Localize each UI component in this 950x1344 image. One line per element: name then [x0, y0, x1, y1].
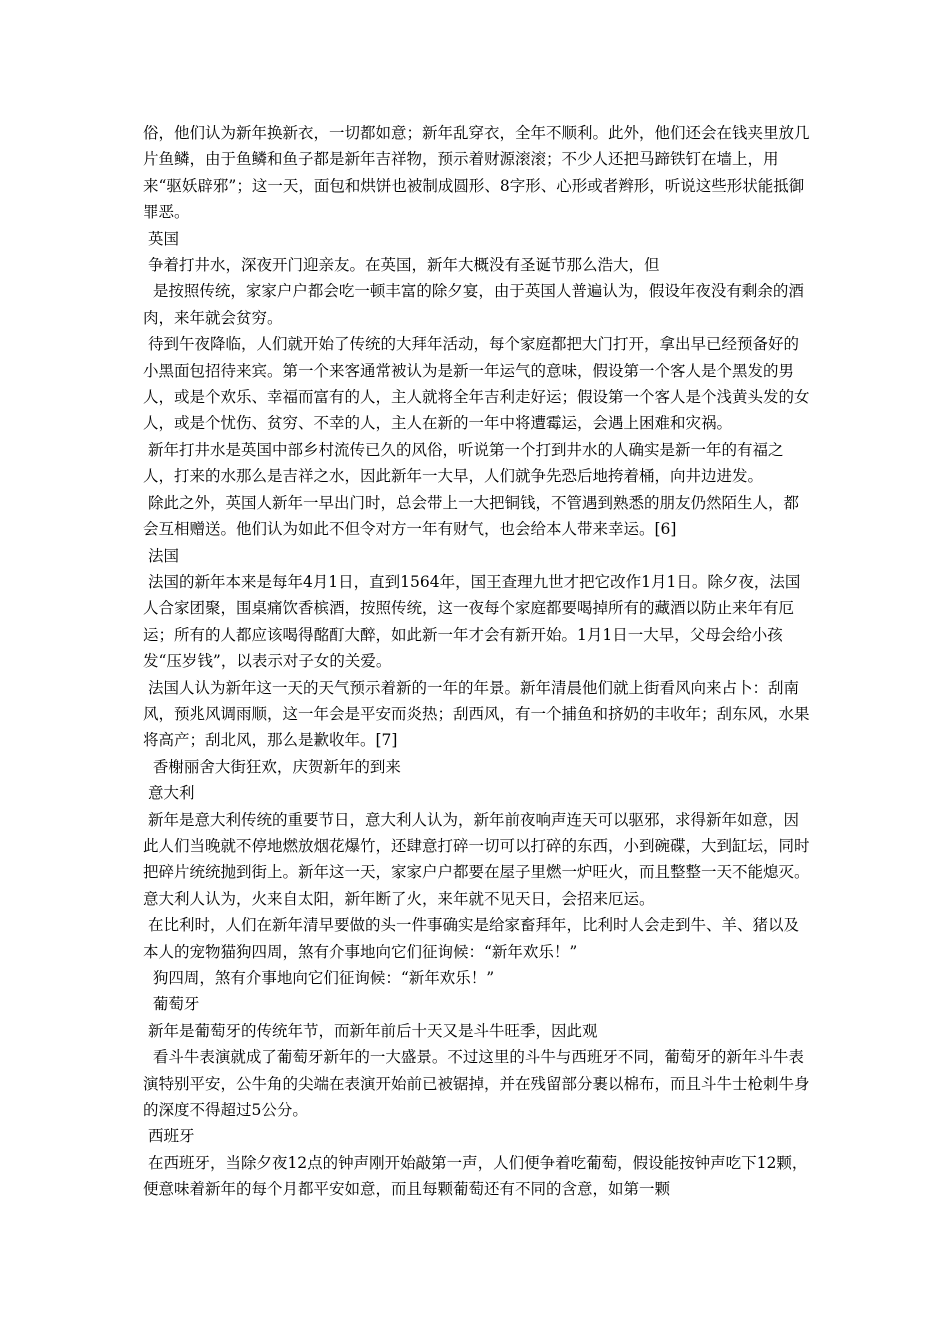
paragraph-russia-customs: 俗，他们认为新年换新衣，一切都如意；新年乱穿衣，全年不顺利。此外，他们还会在钱夹里放几片鱼鳞，由于鱼鳞和鱼子都是新年吉祥物，预示着财源滚滚；不少人还把马蹄铁钉在墙上，用来“驱妖辟邪”；这一天，面包和烘饼也被制成圆形、8字形、心形或者辫形，听说这些形状能抵御罪恶。 — [143, 124, 810, 222]
paragraph-portugal-intro: 新年是葡萄牙的传统年节，而新年前后十天又是斗牛旺季，因此观 — [143, 1021, 598, 1040]
paragraph-uk-coins: 除此之外，英国人新年一早出门时，总会带上一大把铜钱，不管遇到熟悉的朋友仍然陌生人，都会互相赠送。他们认为如此不但令对方一年有财气，也会给本人带来幸运。[6] — [143, 493, 799, 539]
paragraph-belgium: 在比利时，人们在新年清早要做的头一件事确实是给家畜拜年，比利时人会走到牛、羊、猪以及本人的宠物猫狗四周，煞有介事地向它们征询候：“新年欢乐！” — [143, 916, 799, 961]
heading-uk: 英国 — [143, 229, 179, 248]
paragraph-uk-intro: 争着打井水，深夜开门迎亲友。在英国，新年大概没有圣诞节那么浩大，但 — [143, 256, 660, 275]
paragraph-uk-feast: 是按照传统，家家户户都会吃一顿丰富的除夕宴，由于英国人普遍认为，假设年夜没有剩余的酒肉，来年就会贫穷。 — [143, 282, 804, 327]
paragraph-italy: 新年是意大利传统的重要节日，意大利人认为，新年前夜响声连天可以驱邪，求得新年如意，因此人们当晚就不停地燃放烟花爆竹，还肆意打碎一切可以打碎的东西，小到碗碟，大到缸坛，同时把碎片统统抛到街上。新年这一天，家家户户都要在屋子里燃一炉旺火，而且整整一天不能熄灭。意大利人认为，火来自太阳，新年断了火，来年就不见天日，会招来厄运。 — [143, 810, 810, 908]
paragraph-spain-grapes: 在西班牙，当除夕夜12点的钟声刚开始敲第一声，人们便争着吃葡萄，假设能按钟声吃下12颗，便意味着新年的每个月都平安如意，而且每颗葡萄还有不同的含意，如第一颗 — [143, 1153, 808, 1199]
heading-france: 法国 — [143, 546, 179, 565]
paragraph-france-history: 法国的新年本来是每年4月1日，直到1564年，国王查理九世才把它改作1月1日。除夕夜，法国人合家团聚，围桌痛饮香槟酒，按照传统，这一夜每个家庭都要喝掉所有的藏酒以防止来年有厄运；所有的人都应该喝得酩酊大醉，如此新一年才会有新开始。1月1日一大早，父母会给小孩发“压岁钱”，以表示对子女的关爱。 — [143, 572, 801, 671]
paragraph-france-weather: 法国人认为新年这一天的天气预示着新的一年的年景。新年清晨他们就上街看风向来占卜：刮南风，预兆风调雨顺，这一年会是平安而炎热；刮西风，有一个捕鱼和挤奶的丰收年；刮东风，水果将高产；刮北风，那么是歉收年。[7] — [143, 678, 810, 750]
heading-portugal: 葡萄牙 — [143, 995, 200, 1014]
paragraph-uk-well-water: 新年打井水是英国中部乡村流传已久的风俗，听说第一个打到井水的人确实是新一年的有福之人，打来的水那么是吉祥之水，因此新年一大早，人们就争先恐后地挎着桶，向井边进发。 — [143, 440, 784, 486]
heading-spain: 西班牙 — [143, 1127, 195, 1146]
paragraph-portugal-bullfight: 看斗牛表演就成了葡萄牙新年的一大盛景。不过这里的斗牛与西班牙不同，葡萄牙的新年斗牛表演特别平安，公牛角的尖端在表演开始前已被锯掉，并在残留部分裹以棉布，而且斗牛士枪刺牛身的深度不得超过5公分。 — [143, 1048, 810, 1120]
document-body — [143, 120, 811, 1203]
paragraph-uk-midnight: 待到午夜降临，人们就开始了传统的大拜年活动，每个家庭都把大门打开，拿出早已经预备好的小黑面包招待来宾。第一个来客通常被认为是新一年运气的意味，假设第一个客人是个黑发的男人，或是个欢乐、幸福而富有的人，主人就将全年吉利走好运；假设第一个客人是个浅黄头发的女人，或是个忧伤、贫穷、不幸的人，主人在新的一年中将遭霉运，会遇上困难和灾祸。 — [143, 335, 810, 433]
heading-italy: 意大利 — [143, 784, 195, 803]
image-caption-champs-elysees: 香榭丽舍大街狂欢，庆贺新年的到来 — [143, 757, 401, 776]
paragraph-belgium-repeat: 狗四周，煞有介事地向它们征询候：“新年欢乐！” — [143, 969, 495, 987]
